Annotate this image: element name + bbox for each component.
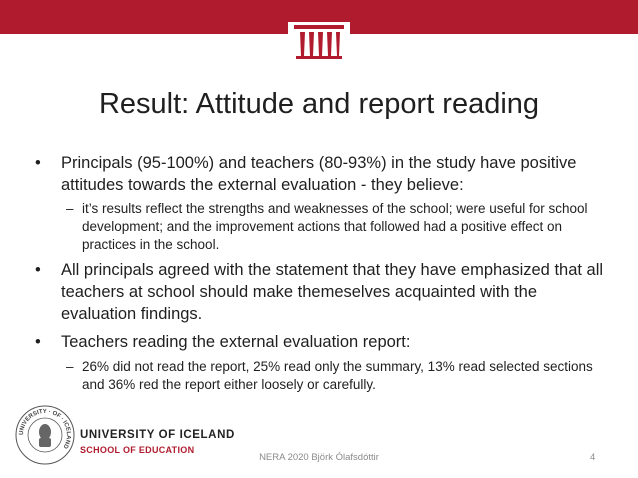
- university-name: UNIVERSITY OF ICELAND: [80, 429, 235, 441]
- footer-text: NERA 2020 Björk Ólafsdóttir: [259, 452, 379, 463]
- sub-bullet-2: [30, 358, 610, 394]
- bullet-text: All principals agreed with the statement that they have emphasized that all teachers at school should make themeselves acquainted with the evaluation findings.: [61, 261, 604, 323]
- sub-bullet-text: 26% did not read the report, 25% read only the summary, 13% read selected sections and 36% red the report either loosely or carefully.: [82, 359, 593, 392]
- bullet-dot: •: [35, 154, 41, 172]
- bullet-dot: •: [35, 333, 41, 351]
- sub-bullet-dash: –: [66, 359, 74, 374]
- page-number: 4: [590, 452, 596, 463]
- sub-bullet-text: it’s results reflect the strengths and weaknesses of the school; were useful for school development; and the improvement actions that followed had a positive effect on practices in the school.: [82, 201, 588, 252]
- sub-bullet-dash: –: [66, 201, 74, 216]
- school-name: SCHOOL OF EDUCATION: [80, 445, 195, 455]
- bullet-text: Teachers reading the external evaluation report:: [61, 333, 411, 351]
- bullet-2: [30, 259, 610, 325]
- bullet-1: [30, 152, 610, 196]
- seal-text: UNIVERSITY · OF · ICELAND: [18, 408, 72, 450]
- bullet-dot: •: [35, 261, 41, 279]
- bullet-text: Principals (95-100%) and teachers (80-93%) in the study have positive attitudes towards the external evaluation - they believe:: [61, 154, 577, 194]
- slide-content: [30, 152, 610, 394]
- columns-logo-icon: [288, 22, 350, 62]
- sub-bullet-1: [30, 200, 610, 254]
- bullet-3: [30, 331, 610, 353]
- slide-title: Result: Attitude and report reading: [98, 88, 540, 120]
